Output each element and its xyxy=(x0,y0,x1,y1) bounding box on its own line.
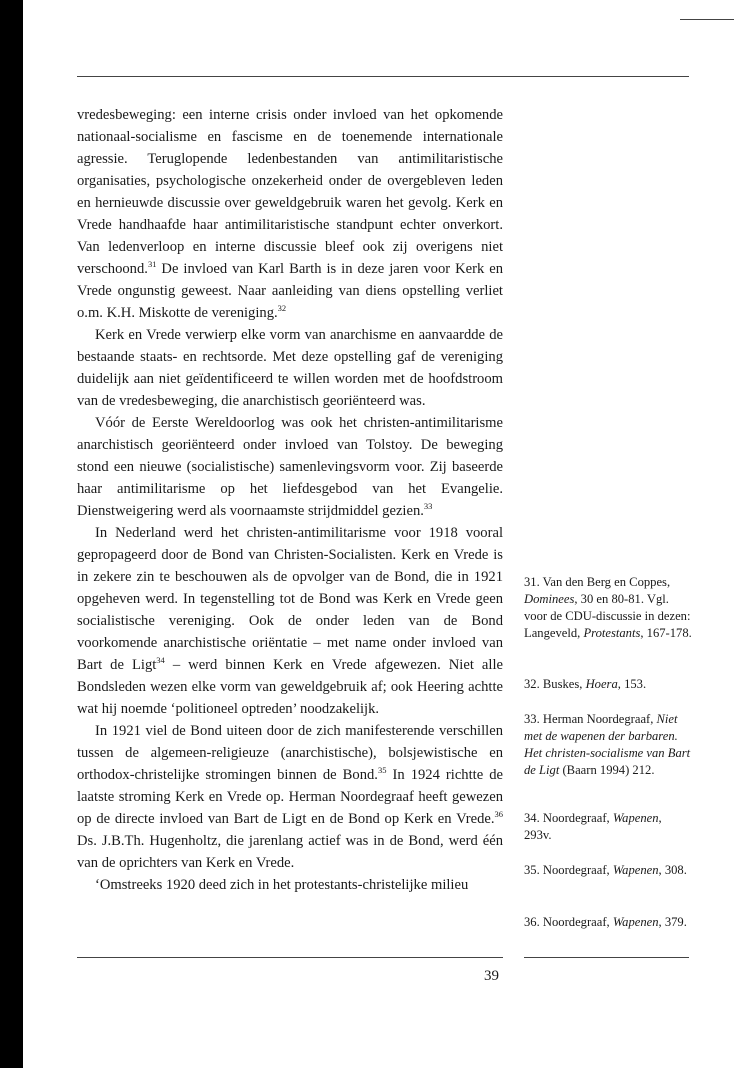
footnote-rule xyxy=(524,957,689,958)
scan-edge xyxy=(0,0,23,1068)
corner-rule xyxy=(680,19,734,20)
header-rule xyxy=(77,76,689,77)
paragraph: In 1921 viel de Bond uiteen door de zich manifesterende verschillen tussen de algemeen-religieuze (anarchistische), bolsjewistische en orthodox-christelijke stromingen binnen de Bond.$^{35}$ In 1924 richtte de laatste stroming Kerk en Vrede op. Herman Noordegraaf heeft gewezen op de directe invloed van Bart de Ligt en de Bond op Kerk en Vrede.$^{36}$ Ds. J.B.Th. Hugenholtz, die jarenlang actief was in de Bond, werd één van de oprichters van Kerk en Vrede. xyxy=(77,723,503,871)
footnote-34: 34. Noordegraaf, Wapenen, 293v. xyxy=(524,811,662,842)
footnote-ref: 31 xyxy=(147,259,157,269)
paragraph: Vóór de Eerste Wereldoorlog was ook het christen-antimilitarisme anarchistisch georiënteerd onder invloed van Tolstoy. De beweging stond een nieuwe (socialistische) samenlevingsvorm voor. Zij baseerde haar antimilitarisme op het liefdesgebod van het Evangelie. Dienstweigering werd als voornaamste strijdmiddel gezien.$^{33}$ xyxy=(77,415,503,519)
paragraph: Kerk en Vrede verwierp elke vorm van anarchisme en aanvaardde de bestaande staats- en rechtsorde. Met deze opstelling gaf de vereniging duidelijk aan niet geïdentificeerd te willen worden met de hoofdstroom van de vredesbeweging, die anarchistisch georiënteerd was. xyxy=(77,327,503,409)
footnote-31: 31. Van den Berg en Coppes, Dominees, 30 en 80-81. Vgl. voor de CDU-discussie in dezen: Langeveld, Protestants, 167-178. xyxy=(524,575,692,640)
footnote-ref: 35 xyxy=(377,765,387,775)
paragraph: ‘Omstreeks 1920 deed zich in het protestants-christelijke milieu xyxy=(95,877,469,893)
footnote-36: 36. Noordegraaf, Wapenen, 379. xyxy=(524,915,687,929)
page-number: 39 xyxy=(484,968,499,984)
footnote-ref: 32 xyxy=(277,303,287,313)
paragraph: vredesbeweging: een interne crisis onder invloed van het opkomende nationaal-socialisme en fascisme en de toenemende internationale agressie. Teruglopende ledenbestanden van antimilitaristische organisaties, psychologische onzekerheid onder de overgebleven leden en hernieuwde discussie over geweldgebruik waren het gevolg. Kerk en Vrede handhaafde haar antimilitaristische standpunt echter onverkort. Van ledenverloop en interne discussie bleef ook zij overigens niet verschoond.$^{31}$ De invloed van Karl Barth is in deze jaren voor Kerk en Vrede ongunstig geweest. Naar aanleiding van diens opstelling verliet o.m. K.H. Miskotte de vereniging.$^{32}$ xyxy=(77,107,503,321)
footnote-33: 33. Herman Noordegraaf, Niet met de wapenen der barbaren. Het christen-socialisme van Bart de Ligt (Baarn 1994) 212. xyxy=(524,712,691,777)
footnote-ref: 34 xyxy=(156,655,165,665)
body-text xyxy=(77,104,503,896)
footnote-ref: 36 xyxy=(494,809,503,819)
footnote-ref: 33 xyxy=(423,501,433,511)
footnote-35: 35. Noordegraaf, Wapenen, 308. xyxy=(524,863,687,877)
paragraph: In Nederland werd het christen-antimilitarisme voor 1918 vooral gepropageerd door de Bond van Christen-Socialisten. Kerk en Vrede is in zekere zin te beschouwen als de opvolger van de Bond, die in 1921 opgeheven werd. In tegenstelling tot de Bond was Kerk en Vrede geen socialistische vereniging. Ook de onder leden van de Bond voorkomende anarchistische oriëntatie – met name onder invloed van Bart de Ligt$^{34}$ – werd binnen Kerk en Vrede afgewezen. Niet alle Bondsleden wezen elke vorm van geweldgebruik af; ook Heering achtte wat hij noemde ‘politioneel optreden’ noodzakelijk. xyxy=(77,525,503,717)
footnote-32: 32. Buskes, Hoera, 153. xyxy=(524,677,647,691)
footer-rule xyxy=(77,957,503,958)
